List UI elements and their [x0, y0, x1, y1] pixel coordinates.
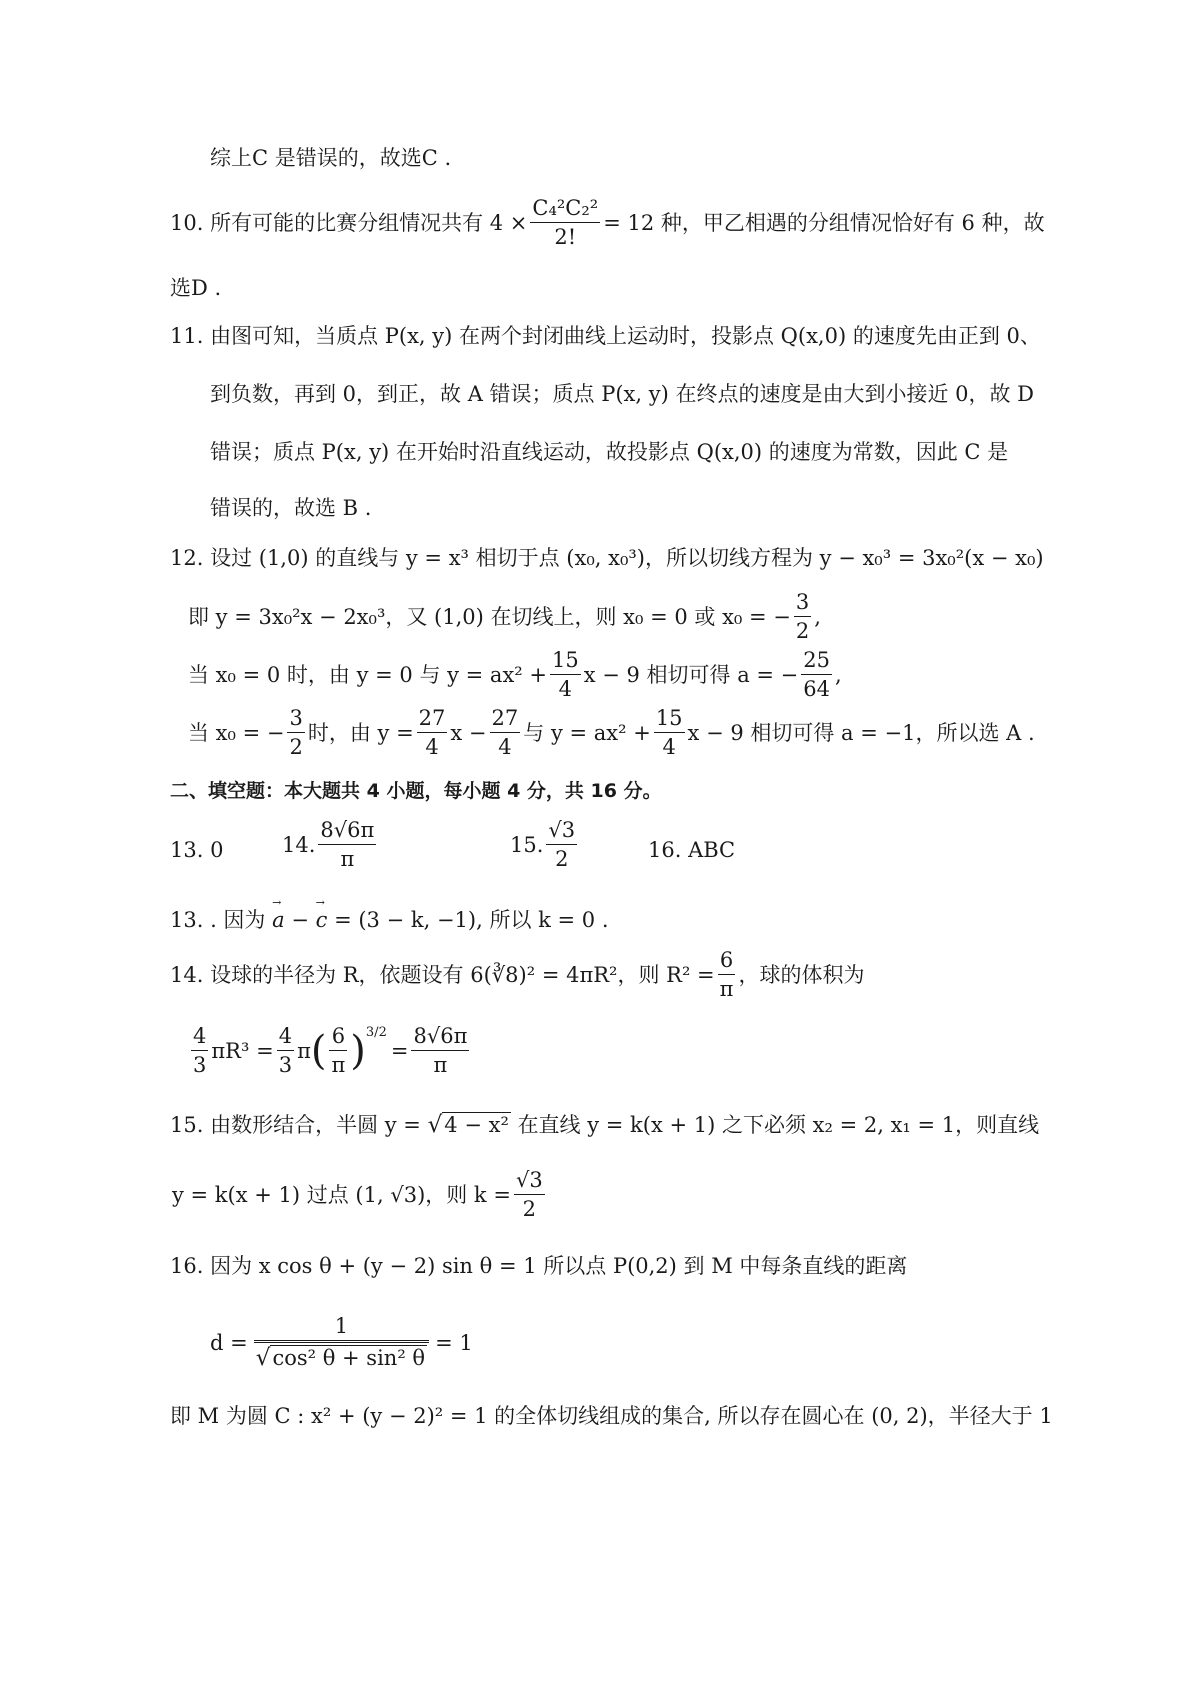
numerator: 6 [718, 950, 736, 975]
numerator: 8√6π [411, 1026, 469, 1051]
radicand: 4 − x² [444, 1113, 509, 1137]
fraction [801, 650, 832, 700]
text: 与 y = ax² + [523, 720, 651, 745]
numerator: √3 [514, 1170, 545, 1195]
fraction [254, 1316, 429, 1370]
numerator: 6 [329, 1026, 347, 1051]
text: , [835, 662, 842, 687]
fraction [277, 1026, 294, 1076]
denominator: 2! [554, 225, 577, 249]
radical-sign: √ [255, 1345, 271, 1371]
numerator: 4 [277, 1026, 294, 1051]
numerator: 15 [654, 708, 685, 733]
text: 当 x₀ = 0 时，由 y = 0 与 y = ax² + [188, 662, 547, 687]
explanation-14-line-2 [188, 1026, 472, 1076]
denominator [254, 1343, 429, 1370]
text: 综上C 是错误的，故选C . [210, 146, 452, 170]
text: 14. [282, 832, 316, 857]
answer-14 [282, 820, 379, 870]
exponent: 3/2 [365, 1025, 387, 1040]
text: x − 9 相切可得 a = − [583, 662, 799, 687]
text: x − 9 相切可得 a = −1，所以选 A . [687, 720, 1035, 745]
solution-11-line-2 [210, 384, 1034, 405]
radicand: cos² θ + sin² θ [272, 1346, 426, 1370]
denominator: 2 [795, 619, 810, 643]
paren-group: ( $\frac{6}{\pi}$ ) [310, 1024, 366, 1077]
explanation-16-line-1 [170, 1256, 907, 1277]
explanation-16-distance [210, 1316, 473, 1370]
text: x − [450, 720, 487, 745]
numerator: 1 [254, 1316, 429, 1343]
numerator: 27 [417, 708, 448, 733]
numerator: 8√6π [318, 820, 376, 845]
explanation-15-line-1 [170, 1114, 1039, 1137]
text: πR³ = [211, 1038, 274, 1063]
fraction [411, 1026, 469, 1076]
fraction [718, 950, 736, 1000]
numerator: 3 [794, 592, 811, 617]
text: 错误；质点 P(x, y) 在开始时沿直线运动，故投影点 Q(x,0) 的速度为常数，因此 C 是 [210, 440, 1009, 464]
text: , [814, 604, 821, 629]
numerator: 27 [490, 708, 521, 733]
radical [256, 1347, 427, 1370]
solution-12-line-1 [170, 548, 1044, 569]
solution-10-line-2 [170, 278, 221, 299]
numerator: 25 [801, 650, 832, 675]
denominator: 4 [425, 735, 439, 759]
text: = (3 − k, −1), 所以 k = 0 . [334, 908, 609, 932]
numerator: C₄²C₂² [530, 198, 600, 223]
text: 14. 设球的半径为 R，依题设有 6(∛8)² = 4πR²，则 R² = [170, 962, 715, 987]
text: 在直线 y = k(x + 1) 之下必须 x₂ = 2, x₁ = 1，则直线 [517, 1113, 1040, 1137]
explanation-13 [170, 910, 609, 931]
radical-sign: √ [427, 1112, 443, 1138]
solution-11-line-3 [210, 442, 1008, 463]
text: 错误的，故选 B . [210, 496, 372, 520]
denominator: π [433, 1053, 448, 1077]
text: 15. [510, 832, 544, 857]
numerator: √3 [546, 820, 577, 845]
denominator: π [340, 847, 355, 871]
text: π [297, 1038, 311, 1063]
fraction [546, 820, 577, 870]
text: 13. . 因为 [170, 908, 266, 932]
denominator: 2 [555, 847, 569, 871]
fraction [287, 708, 304, 758]
numerator: 3 [287, 708, 304, 733]
explanation-15-line-2 [172, 1170, 548, 1220]
text: 即 y = 3x₀²x − 2x₀³，又 (1,0) 在切线上，则 x₀ = 0 或 x₀ = − [188, 604, 791, 629]
text: 12. 设过 (1,0) 的直线与 y = x³ 相切于点 (x₀, x₀³)，所以切线方程为 y − x₀³ = 3x₀²(x − x₀) [170, 546, 1044, 570]
numerator: 4 [191, 1026, 208, 1051]
text: 11. 由图可知，当质点 P(x, y) 在两个封闭曲线上运动时，投影点 Q(x,0) 的速度先由正到 0、 [170, 324, 1041, 348]
solution-12-line-3 [188, 650, 842, 700]
denominator: π [331, 1053, 346, 1077]
text: d = [210, 1330, 248, 1355]
answer-15 [510, 820, 580, 870]
solution-12-line-4 [188, 708, 1035, 758]
text: 当 x₀ = − [188, 720, 285, 745]
denominator: 4 [498, 735, 512, 759]
denominator: 64 [803, 677, 831, 701]
text: 16. 因为 x cos θ + (y − 2) sin θ = 1 所以点 P(0,2) 到 M 中每条直线的距离 [170, 1254, 908, 1278]
text: 时，由 y = [307, 720, 414, 745]
fraction [654, 708, 685, 758]
denominator: 3 [193, 1053, 207, 1077]
text: 15. 由数形结合，半圆 y = [170, 1113, 421, 1137]
numerator: 15 [550, 650, 581, 675]
vector-c: → c [316, 910, 328, 931]
solution-10-line-1 [170, 198, 1045, 248]
fraction [794, 592, 811, 642]
text: ，球的体积为 [738, 962, 865, 987]
solution-11-line-4 [210, 498, 371, 519]
denominator: 2 [289, 735, 303, 759]
text: = 12 种，甲乙相遇的分组情况恰好有 6 种，故 [603, 210, 1045, 235]
denominator: 3 [278, 1053, 293, 1077]
fraction [329, 1026, 347, 1076]
denominator: 2 [522, 1197, 536, 1221]
solution-12-line-2 [188, 592, 821, 642]
fraction [550, 650, 581, 700]
denominator: 4 [662, 735, 676, 759]
minus: − [291, 908, 309, 932]
solution-11-line-1 [170, 326, 1041, 347]
answers-row [170, 820, 770, 880]
fraction [490, 708, 521, 758]
fraction [530, 198, 600, 248]
vector-a: → a [272, 910, 285, 931]
fraction [318, 820, 376, 870]
fraction [417, 708, 448, 758]
explanation-14-line-1 [170, 950, 864, 1000]
conclusion-line-9 [210, 148, 451, 169]
text: 即 M 为圆 C : x² + (y − 2)² = 1 的全体切线组成的集合, 所以存在圆心在 (0, 2)，半径大于 1 [170, 1404, 1053, 1428]
denominator: π [719, 977, 734, 1001]
explanation-16-line-3 [170, 1406, 1053, 1427]
text: = 1 [435, 1330, 473, 1355]
answer-13: 13. 0 [170, 838, 224, 862]
denominator: 4 [558, 677, 573, 701]
text: 到负数，再到 0，到正，故 A 错误；质点 P(x, y) 在终点的速度是由大到小接近 0，故 D [210, 382, 1035, 406]
fraction [191, 1026, 208, 1076]
text: 10. 所有可能的比赛分组情况共有 4 × [170, 210, 528, 235]
text: 二、填空题：本大题共 4 小题，每小题 4 分，共 16 分。 [170, 780, 662, 802]
answer-16: 16. ABC [648, 838, 736, 862]
fraction [514, 1170, 545, 1220]
radical [428, 1114, 511, 1137]
text: y = k(x + 1) 过点 (1, √3)，则 k = [172, 1182, 511, 1207]
text: 选D . [170, 276, 222, 300]
text: = [390, 1038, 409, 1063]
section-heading-fill-blank [170, 782, 662, 801]
